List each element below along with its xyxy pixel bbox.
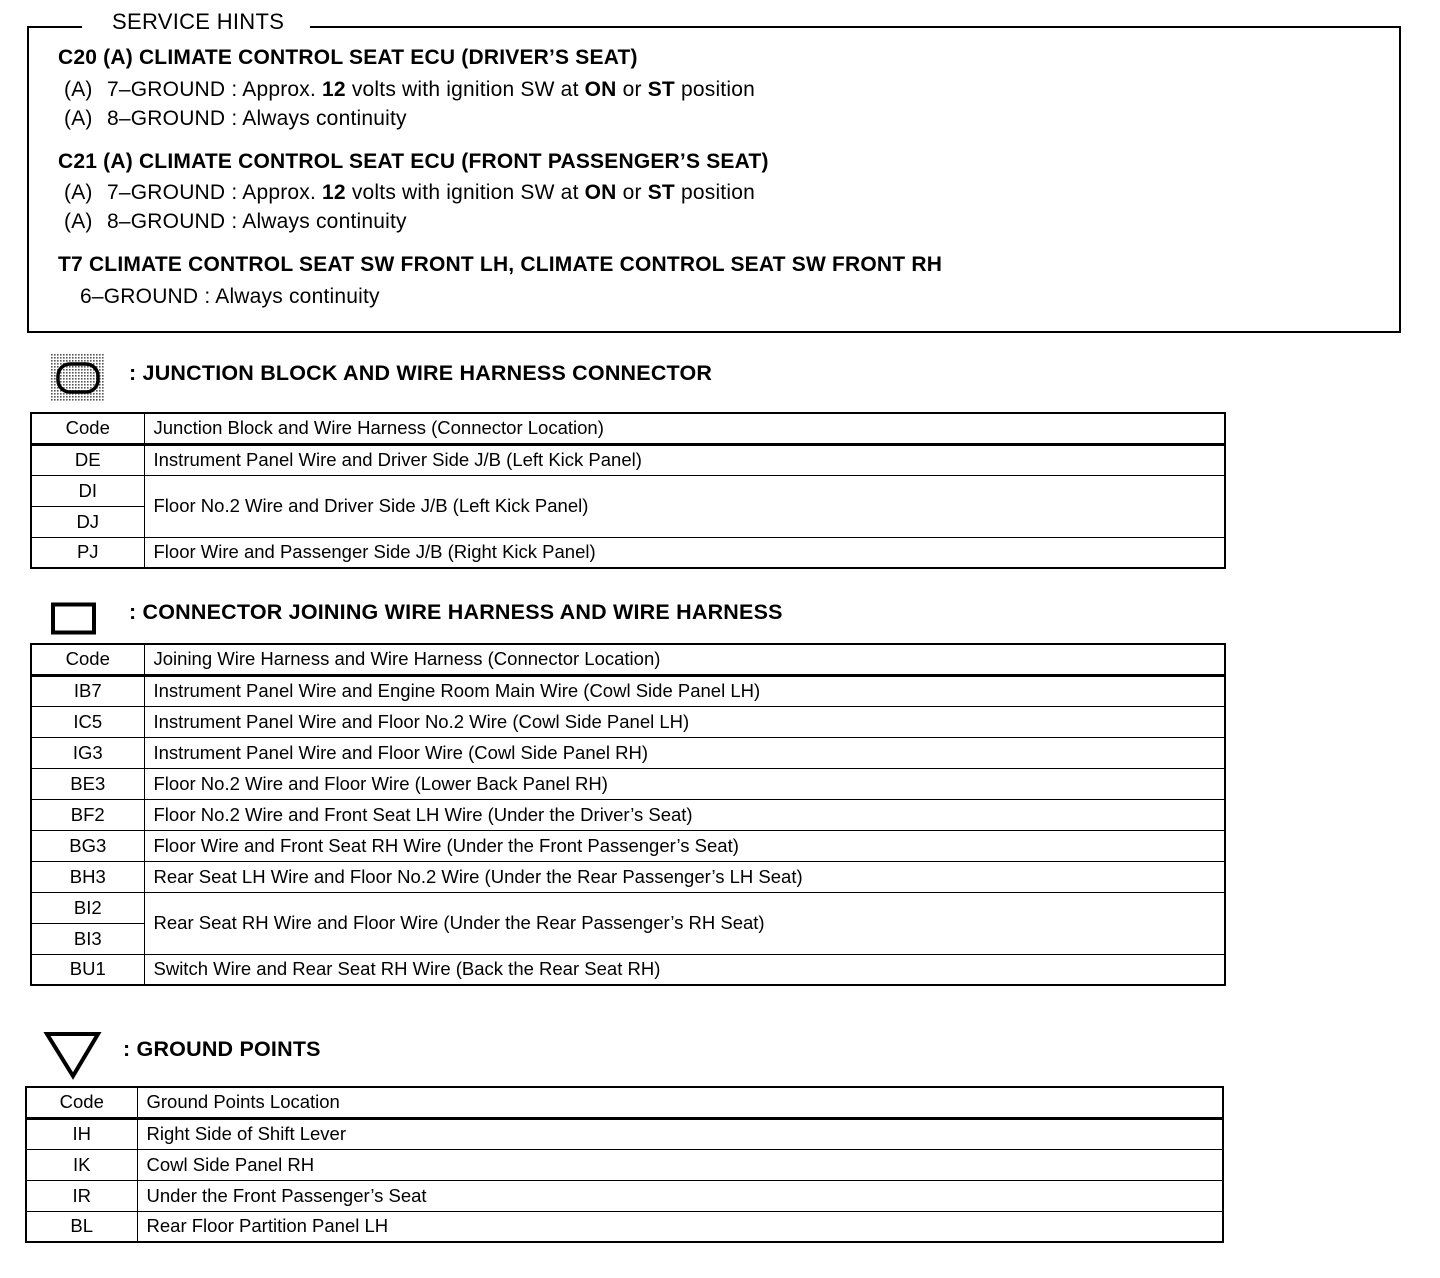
hint-mark: (A): [64, 181, 93, 204]
hint-value: 12: [322, 181, 346, 204]
hint-value: 12: [322, 78, 346, 101]
row-desc: Instrument Panel Wire and Floor No.2 Wire (Cowl Side Panel LH): [144, 706, 1225, 737]
header-code: Code: [26, 1087, 137, 1118]
joining-section-label: : CONNECTOR JOINING WIRE HARNESS AND WIRE HARNESS: [129, 600, 783, 624]
row-code: BH3: [31, 861, 144, 892]
row-desc: Switch Wire and Rear Seat RH Wire (Back the Rear Seat RH): [144, 954, 1225, 985]
hint-line: [64, 181, 755, 205]
connector-box-icon: [51, 602, 97, 636]
hint-value: ST: [647, 181, 675, 204]
table-row: [31, 861, 1225, 892]
row-code: DE: [31, 444, 144, 475]
hint-text: volts with ignition SW at: [345, 181, 585, 204]
row-desc: Floor Wire and Passenger Side J/B (Right Kick Panel): [144, 537, 1225, 568]
junction-section-label: : JUNCTION BLOCK AND WIRE HARNESS CONNECTOR: [129, 361, 713, 385]
row-code: PJ: [31, 537, 144, 568]
row-desc: Instrument Panel Wire and Floor Wire (Cowl Side Panel RH): [144, 737, 1225, 768]
hint-text: 8–GROUND : Always continuity: [107, 210, 407, 233]
hint-line: [64, 78, 755, 102]
ground-table: [25, 1086, 1224, 1243]
header-desc: Ground Points Location: [137, 1087, 1223, 1118]
table-row: [26, 1180, 1223, 1211]
row-code: BL: [26, 1211, 137, 1242]
hint-text: 6–GROUND : Always continuity: [80, 285, 380, 308]
ground-triangle-icon: [43, 1030, 103, 1080]
hint-text: volts with ignition SW at: [345, 78, 585, 101]
service-hints-title: SERVICE HINTS: [82, 8, 310, 36]
hint-line: [80, 285, 380, 309]
table-row: [31, 475, 1225, 506]
table-header-row: [31, 644, 1225, 675]
row-desc: Floor Wire and Front Seat RH Wire (Under the Front Passenger’s Seat): [144, 830, 1225, 861]
table-row: [31, 892, 1225, 923]
table-row: [26, 1149, 1223, 1180]
hint-value: ST: [647, 78, 675, 101]
row-code: IG3: [31, 737, 144, 768]
row-desc: Instrument Panel Wire and Engine Room Main Wire (Cowl Side Panel LH): [144, 675, 1225, 706]
row-code: IC5: [31, 706, 144, 737]
row-code: BI2: [31, 892, 144, 923]
row-code: IH: [26, 1118, 137, 1149]
hint-line: [64, 107, 407, 131]
hint-text: 7–GROUND : Approx.: [107, 78, 323, 101]
table-row: [31, 737, 1225, 768]
row-code: IR: [26, 1180, 137, 1211]
hint-mark: (A): [64, 78, 93, 101]
table-row: [31, 706, 1225, 737]
row-desc: Floor No.2 Wire and Floor Wire (Lower Back Panel RH): [144, 768, 1225, 799]
row-desc: Rear Seat RH Wire and Floor Wire (Under the Rear Passenger’s RH Seat): [144, 892, 1225, 954]
table-row: [26, 1118, 1223, 1149]
row-code: BE3: [31, 768, 144, 799]
junction-table: [30, 412, 1226, 569]
table-row: [31, 444, 1225, 475]
hint-heading-c21: C21 (A) CLIMATE CONTROL SEAT ECU (FRONT PASSENGER’S SEAT): [58, 150, 769, 173]
row-desc: Floor No.2 Wire and Driver Side J/B (Left Kick Panel): [144, 475, 1225, 537]
header-code: Code: [31, 413, 144, 444]
row-desc: Under the Front Passenger’s Seat: [137, 1180, 1223, 1211]
table-row: [31, 954, 1225, 985]
row-desc: Instrument Panel Wire and Driver Side J/B (Left Kick Panel): [144, 444, 1225, 475]
row-desc: Floor No.2 Wire and Front Seat LH Wire (Under the Driver’s Seat): [144, 799, 1225, 830]
row-code: BG3: [31, 830, 144, 861]
table-row: [31, 830, 1225, 861]
hint-value: ON: [584, 181, 617, 204]
table-header-row: [26, 1087, 1223, 1118]
ground-section-label: : GROUND POINTS: [123, 1037, 321, 1061]
joining-table: [30, 643, 1226, 986]
row-code: IB7: [31, 675, 144, 706]
hint-text: 7–GROUND : Approx.: [107, 181, 323, 204]
row-code: BI3: [31, 923, 144, 954]
table-row: [31, 537, 1225, 568]
hint-text: or: [616, 181, 648, 204]
hint-text: 8–GROUND : Always continuity: [107, 107, 407, 130]
table-header-row: [31, 413, 1225, 444]
row-desc: Cowl Side Panel RH: [137, 1149, 1223, 1180]
row-code: BU1: [31, 954, 144, 985]
hint-heading-c20: C20 (A) CLIMATE CONTROL SEAT ECU (DRIVER’S SEAT): [58, 46, 638, 69]
row-desc: Rear Floor Partition Panel LH: [137, 1211, 1223, 1242]
table-row: [31, 675, 1225, 706]
row-code: IK: [26, 1149, 137, 1180]
row-desc: Right Side of Shift Lever: [137, 1118, 1223, 1149]
hint-mark: (A): [64, 210, 93, 233]
hint-heading-t7: T7 CLIMATE CONTROL SEAT SW FRONT LH, CLIMATE CONTROL SEAT SW FRONT RH: [58, 253, 943, 276]
row-code: DJ: [31, 506, 144, 537]
table-row: [26, 1211, 1223, 1242]
table-row: [31, 799, 1225, 830]
header-code: Code: [31, 644, 144, 675]
hint-mark: (A): [64, 107, 93, 130]
row-code: BF2: [31, 799, 144, 830]
row-desc: Rear Seat LH Wire and Floor No.2 Wire (Under the Rear Passenger’s LH Seat): [144, 861, 1225, 892]
header-desc: Junction Block and Wire Harness (Connector Location): [144, 413, 1225, 444]
junction-block-icon: [51, 354, 105, 402]
table-row: [31, 768, 1225, 799]
hint-text: position: [674, 181, 755, 204]
hint-line: [64, 210, 407, 234]
header-desc: Joining Wire Harness and Wire Harness (Connector Location): [144, 644, 1225, 675]
hint-text: position: [674, 78, 755, 101]
hint-text: or: [616, 78, 648, 101]
hint-value: ON: [584, 78, 617, 101]
row-code: DI: [31, 475, 144, 506]
